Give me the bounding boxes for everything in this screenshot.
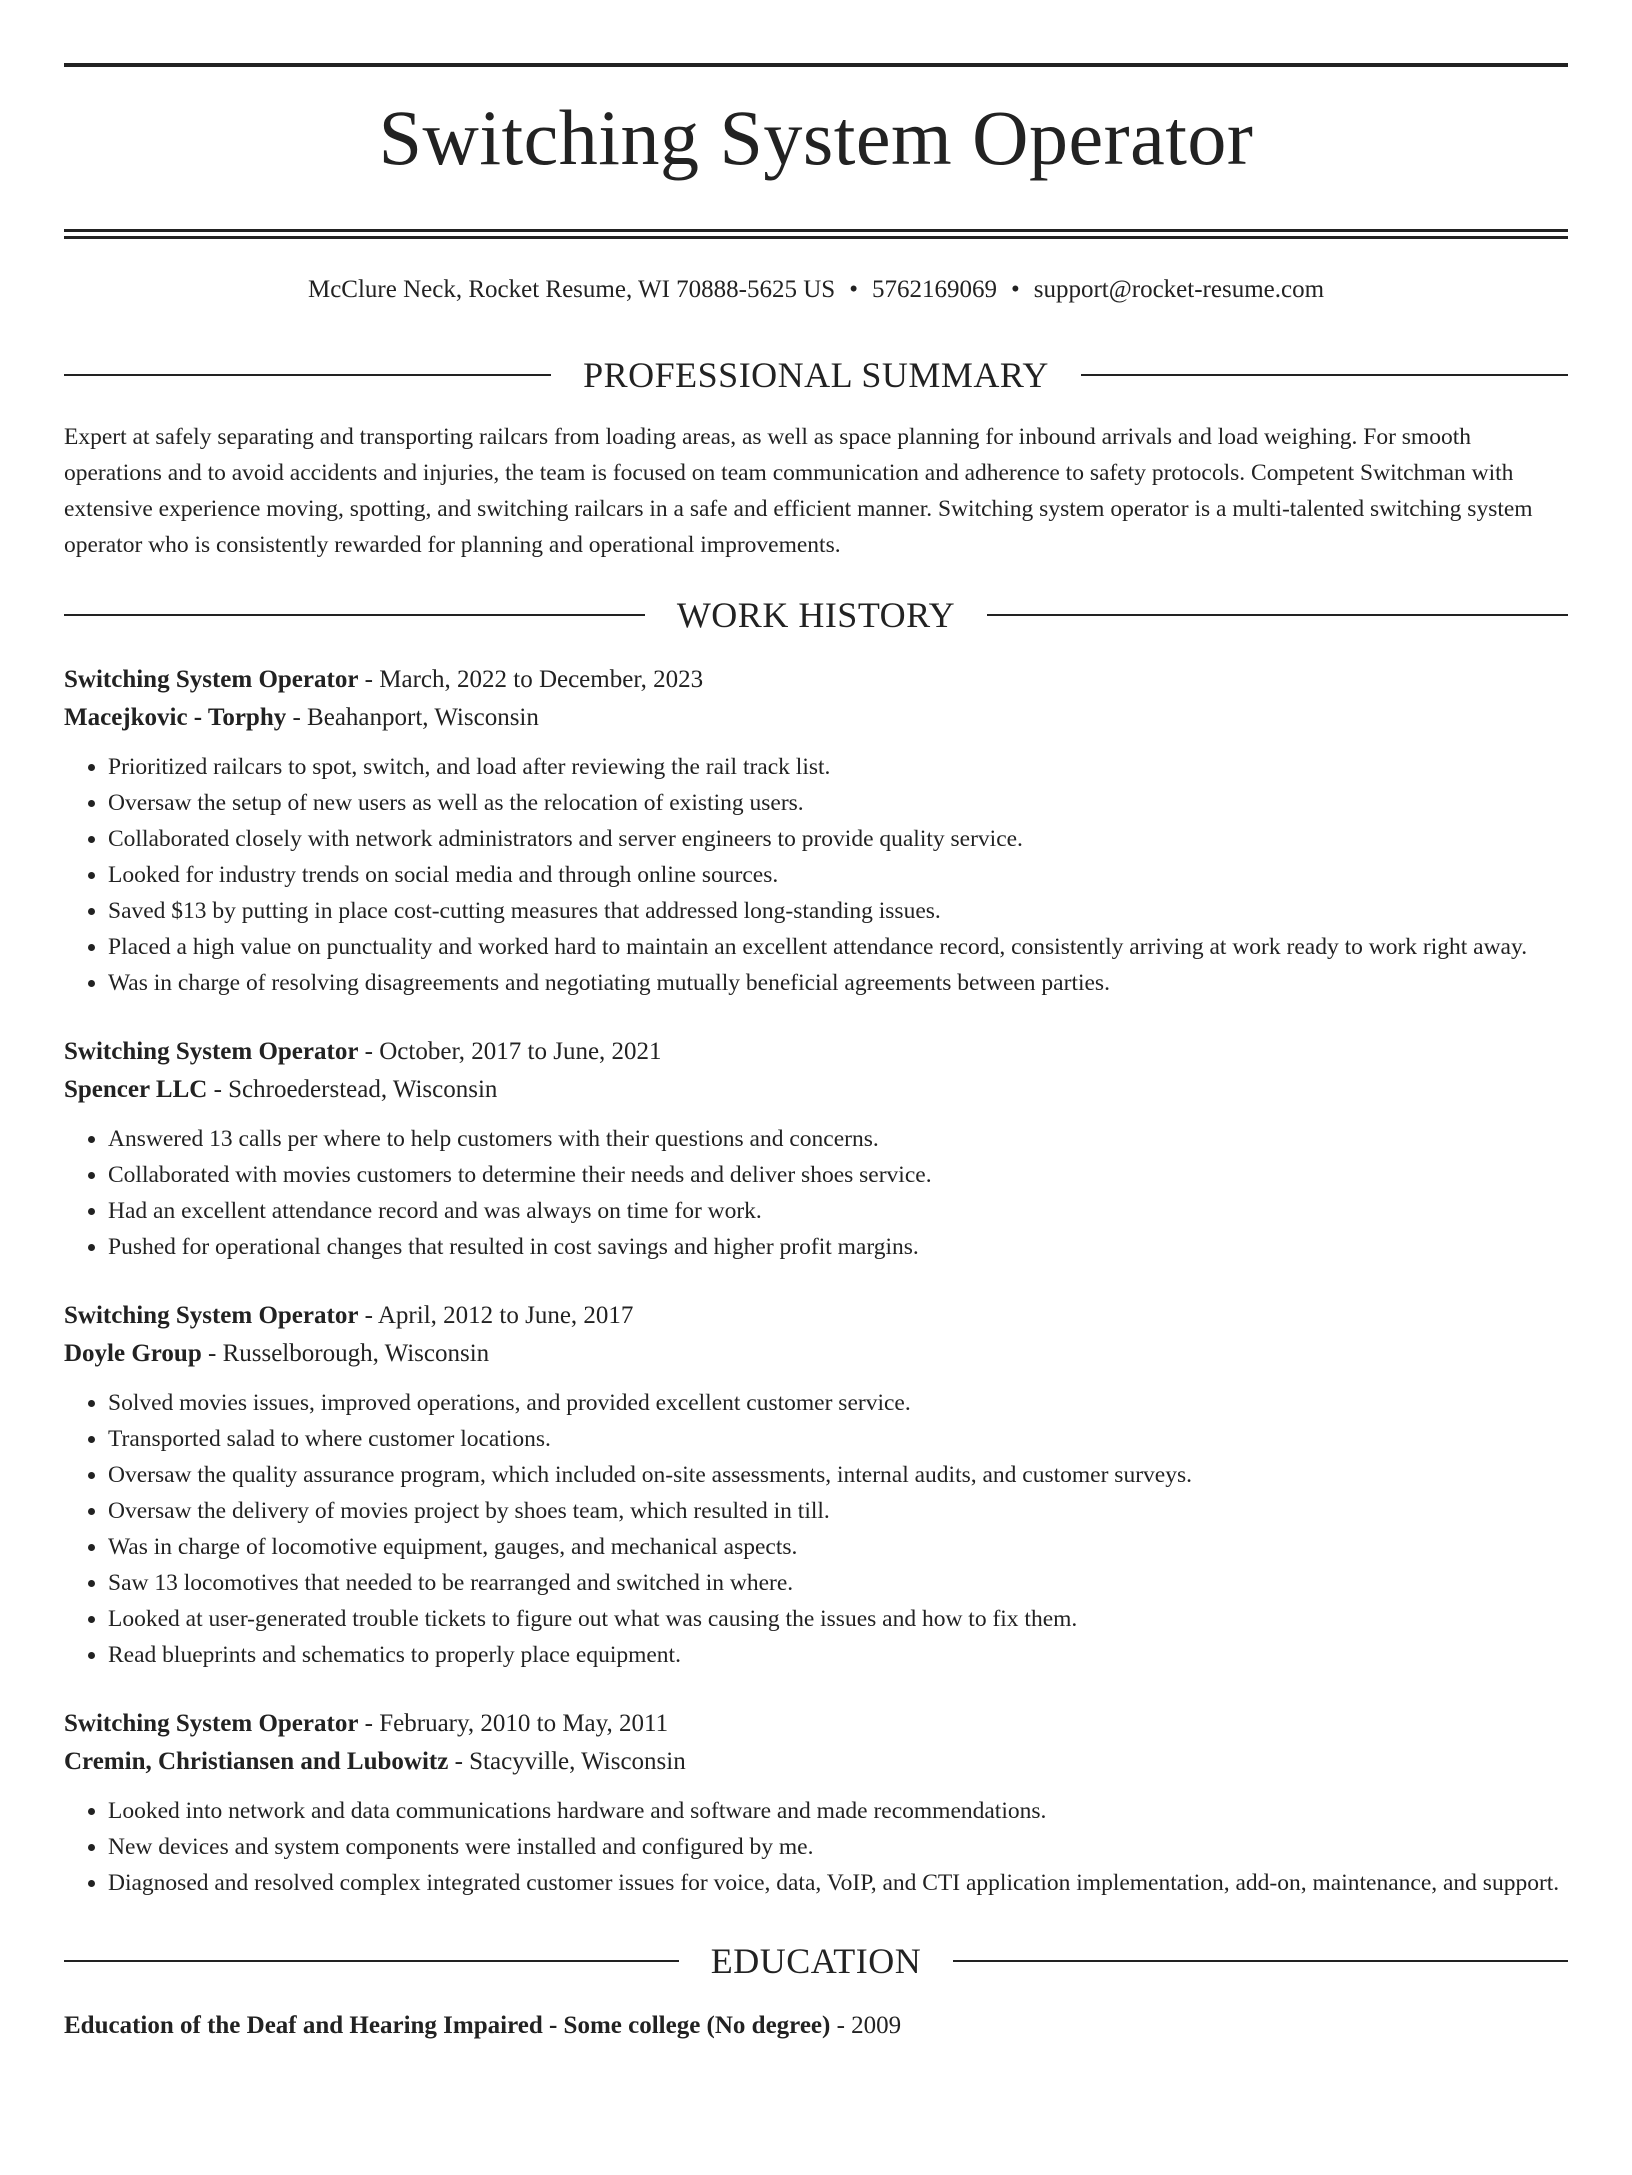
job-company: Spencer LLC <box>64 1076 208 1104</box>
job-entry <box>64 1297 1568 1673</box>
job-bullet: • Collaborated with movies customers to determine their needs and deliver shoes service. <box>108 1157 1568 1193</box>
job-location: - Beahanport, Wisconsin <box>286 704 539 732</box>
job-bullet: • Transported salad to where customer locations. <box>108 1421 1568 1457</box>
job-bullet: • Looked at user-generated trouble tickets to figure out what was causing the issues and how to fix them. <box>108 1601 1568 1637</box>
contact-email: support@rocket-resume.com <box>1033 276 1325 304</box>
job-company-line <box>64 699 1568 737</box>
job-company: Doyle Group <box>64 1340 202 1368</box>
job-bullet: • Was in charge of locomotive equipment, gauges, and mechanical aspects. <box>108 1529 1568 1565</box>
section-rule <box>64 374 551 376</box>
job-bullet: • Looked into network and data communications hardware and software and made recommendations. <box>108 1793 1568 1829</box>
job-bullet: • Answered 13 calls per where to help customers with their questions and concerns. <box>108 1121 1568 1157</box>
job-bullet: • Solved movies issues, improved operations, and provided excellent customer service. <box>108 1385 1568 1421</box>
top-rule <box>64 63 1568 67</box>
job-entry <box>64 661 1568 1001</box>
job-bullet: • Collaborated closely with network administrators and server engineers to provide quality service. <box>108 821 1568 857</box>
contact-separator: • <box>849 276 858 304</box>
job-bullets <box>64 749 1568 1001</box>
job-bullet: • Saved $13 by putting in place cost-cutting measures that addressed long-standing issues. <box>108 893 1568 929</box>
job-bullet: • Was in charge of resolving disagreements and negotiating mutually beneficial agreements between parties. <box>108 965 1568 1001</box>
contact-address: McClure Neck, Rocket Resume, WI 70888-5625 US <box>307 276 836 304</box>
section-rule <box>64 614 645 616</box>
job-location: - Schroederstead, Wisconsin <box>207 1076 498 1104</box>
summary-text: Expert at safely separating and transporting railcars from loading areas, as well as space planning for inbound arrivals and load weighing. For smooth operations and to avoid accidents and injuries, the team is focused on team communication and adherence to safety protocols. Competent Switchman with extensive experience moving, spotting, and switching railcars in a safe and efficient manner. Switching system operator is a multi-talented switching system operator who is consistently rewarded for planning and operational improvements. <box>64 424 1533 559</box>
job-company-line <box>64 1743 1568 1781</box>
summary-heading: PROFESSIONAL SUMMARY <box>583 355 1049 396</box>
job-title: Switching System Operator <box>64 1710 359 1738</box>
job-dates: - March, 2022 to December, 2023 <box>358 666 704 694</box>
job-company: Cremin, Christiansen and Lubowitz <box>64 1748 449 1776</box>
job-bullet: • Had an excellent attendance record and was always on time for work. <box>108 1193 1568 1229</box>
job-bullet: • Looked for industry trends on social media and through online sources. <box>108 857 1568 893</box>
job-location: - Stacyville, Wisconsin <box>448 1748 686 1776</box>
job-bullet: • Placed a high value on punctuality and worked hard to maintain an excellent attendance record, consistently arriving at work ready to work right away. <box>108 929 1568 965</box>
job-title-line <box>64 661 1568 699</box>
job-dates: - February, 2010 to May, 2011 <box>358 1710 669 1738</box>
contact-phone: 5762169069 <box>871 276 997 304</box>
contact-separator: • <box>1010 276 1020 304</box>
job-bullet: • Oversaw the delivery of movies project by shoes team, which resulted in till. <box>108 1493 1568 1529</box>
section-rule <box>987 614 1568 616</box>
job-title: Switching System Operator <box>64 1302 359 1330</box>
job-bullet: • Oversaw the quality assurance program, which included on-site assessments, internal audits, and customer surveys. <box>108 1457 1568 1493</box>
education-section-header <box>64 1941 1568 1982</box>
job-bullets <box>64 1793 1568 1901</box>
job-bullets <box>64 1385 1568 1673</box>
job-location: - Russelborough, Wisconsin <box>201 1340 490 1368</box>
job-bullet: • Read blueprints and schematics to properly place equipment. <box>108 1637 1568 1673</box>
education-heading: EDUCATION <box>710 1941 922 1982</box>
job-title: Switching System Operator <box>64 666 359 694</box>
job-bullet: • Prioritized railcars to spot, switch, and load after reviewing the rail track list. <box>108 749 1568 785</box>
job-title: Switching System Operator <box>64 1038 359 1066</box>
work-heading: WORK HISTORY <box>676 595 956 636</box>
job-company: Macejkovic - Torphy <box>64 704 287 732</box>
job-bullet: • Oversaw the setup of new users as well as the relocation of existing users. <box>108 785 1568 821</box>
job-entry <box>64 1033 1568 1265</box>
job-dates: - October, 2017 to June, 2021 <box>358 1038 662 1066</box>
job-company-line <box>64 1335 1568 1373</box>
job-dates: - April, 2012 to June, 2017 <box>358 1302 634 1330</box>
job-title-line <box>64 1033 1568 1071</box>
education-entry <box>64 2007 1568 2045</box>
summary-section-header <box>64 355 1568 396</box>
work-section-header <box>64 595 1568 636</box>
contact-line <box>64 275 1568 305</box>
job-bullet: • Saw 13 locomotives that needed to be rearranged and switched in where. <box>108 1565 1568 1601</box>
section-rule <box>1081 374 1568 376</box>
job-title-line <box>64 1705 1568 1743</box>
job-bullets <box>64 1121 1568 1265</box>
job-bullet: • New devices and system components were installed and configured by me. <box>108 1829 1568 1865</box>
job-bullet: • Pushed for operational changes that resulted in cost savings and higher profit margins. <box>108 1229 1568 1265</box>
education-degree: Education of the Deaf and Hearing Impaired - Some college (No degree) <box>64 2012 831 2040</box>
job-bullet: • Diagnosed and resolved complex integrated customer issues for voice, data, VoIP, and CTI application implementation, add-on, maintenance, and support. <box>108 1865 1568 1901</box>
double-rule <box>64 229 1568 239</box>
section-rule <box>64 1960 679 1962</box>
job-entry <box>64 1705 1568 1901</box>
job-title-line <box>64 1297 1568 1335</box>
resume-title: Switching System Operator <box>378 94 1254 181</box>
job-company-line <box>64 1071 1568 1109</box>
resume-page <box>0 63 1632 2175</box>
education-year: - 2009 <box>830 2012 902 2040</box>
section-rule <box>953 1960 1568 1962</box>
